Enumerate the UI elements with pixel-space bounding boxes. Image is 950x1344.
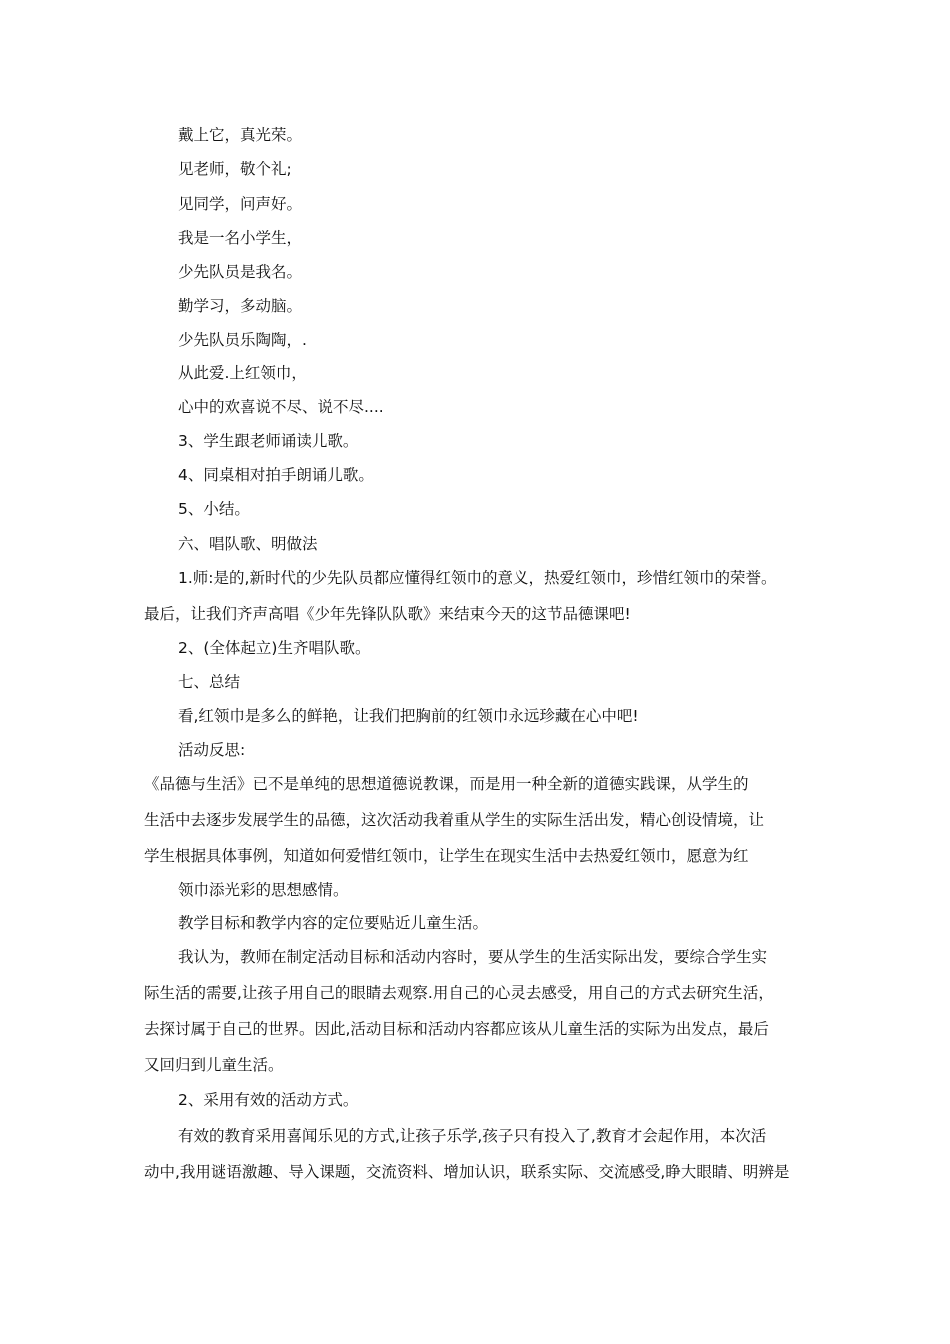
text-line: 4、同桌相对拍手朗诵儿歌。 — [178, 466, 374, 484]
text-line: 2、(全体起立)生齐唱队歌。 — [178, 639, 371, 657]
section-heading: 活动反思: — [178, 741, 246, 759]
text-line: 我是一名小学生， — [178, 229, 303, 247]
text-line: 1.师:是的,新时代的少先队员都应懂得红领巾的意义，热爱红领巾，珍惜红领巾的荣誉。 — [178, 569, 777, 587]
text-line: 2、采用有效的活动方式。 — [178, 1091, 359, 1109]
text-line: 见同学，问声好。 — [178, 195, 303, 213]
text-line: 领巾添光彩的思想感情。 — [178, 881, 349, 899]
text-line: 又回归到儿童生活。 — [144, 1056, 284, 1074]
text-line: 《品德与生活》已不是单纯的思想道德说教课，而是用一种全新的道德实践课，从学生的 — [144, 775, 749, 793]
text-line: 有效的教育采用喜闻乐见的方式,让孩子乐学,孩子只有投入了,教育才会起作用，本次活 — [178, 1127, 767, 1145]
text-line: 少先队员乐陶陶，. — [178, 331, 307, 349]
text-line: 教学目标和教学内容的定位要贴近儿童生活。 — [178, 914, 489, 932]
text-line: 见老师，敬个礼; — [178, 160, 292, 178]
text-line: 生活中去逐步发展学生的品德，这次活动我着重从学生的实际生活出发，精心创设情境，让 — [144, 811, 765, 829]
text-line: 看,红领巾是多么的鲜艳，让我们把胸前的红领巾永远珍藏在心中吧! — [178, 707, 639, 725]
text-line: 动中,我用谜语激趣、导入课题，交流资料、增加认识，联系实际、交流感受,睁大眼睛、明辨是 — [144, 1163, 790, 1181]
section-heading: 六、唱队歌、明做法 — [178, 535, 318, 553]
text-line: 我认为，教师在制定活动目标和活动内容时，要从学生的生活实际出发，要综合学生实 — [178, 948, 768, 966]
text-line: 从此爱.上红领巾， — [178, 364, 307, 382]
text-line: 际生活的需要,让孩子用自己的眼睛去观察.用自己的心灵去感受，用自己的方式去研究生活， — [144, 984, 774, 1002]
text-line: 3、学生跟老师诵读儿歌。 — [178, 432, 359, 450]
text-line: 5、小结。 — [178, 500, 250, 518]
section-heading: 七、总结 — [178, 673, 241, 691]
text-line: 学生根据具体事例，知道如何爱惜红领巾，让学生在现实生活中去热爱红领巾，愿意为红 — [144, 847, 749, 865]
text-line: 戴上它，真光荣。 — [178, 126, 303, 144]
text-line: 心中的欢喜说不尽、说不尽.... — [178, 398, 384, 416]
text-line: 最后，让我们齐声高唱《少年先锋队队歌》来结束今天的这节品德课吧! — [144, 605, 631, 623]
text-line: 少先队员是我名。 — [178, 263, 303, 281]
text-line: 勤学习，多动脑。 — [178, 297, 303, 315]
text-line: 去探讨属于自己的世界。因此,活动目标和活动内容都应该从儿童生活的实际为出发点，最后 — [144, 1020, 769, 1038]
